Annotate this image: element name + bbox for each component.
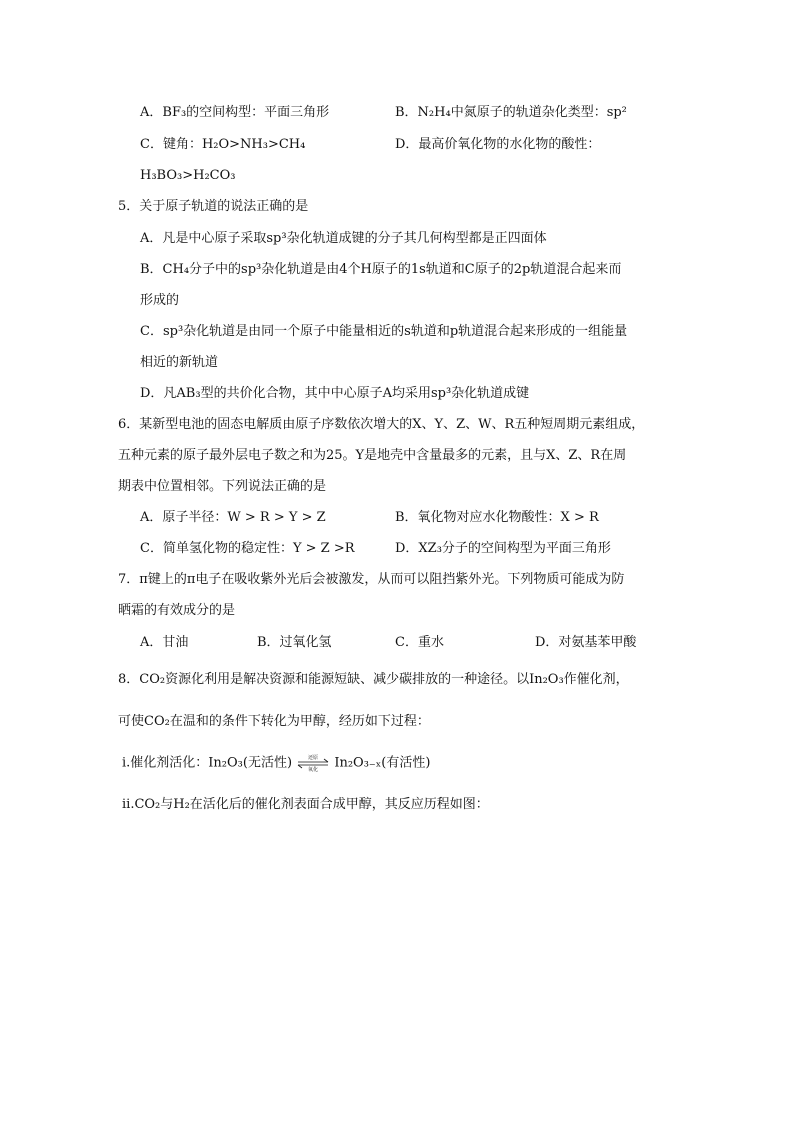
q6-option-c: C．简单氢化物的稳定性：Y > Z >R xyxy=(140,541,355,556)
q6-option-d: D．XZ₃分子的空间构型为平面三角形 xyxy=(395,541,611,556)
q4-option-d-continued: H₃BO₃>H₂CO₃ xyxy=(140,168,236,183)
q5-option-d: D．凡AB₃型的共价化合物，其中中心原子A均采用sp³杂化轨道成键 xyxy=(140,386,530,401)
q4-option-a: A．BF₃的空间构型：平面三角形 xyxy=(140,105,330,120)
q4-option-c: C．键角：H₂O>NH₃>CH₄ xyxy=(140,137,306,152)
q5-stem: 5．关于原子轨道的说法正确的是 xyxy=(118,199,309,214)
q8-step1-suffix: In₂O₃₋ₓ(有活性) xyxy=(334,755,431,771)
equilibrium-arrow-svg xyxy=(296,754,330,772)
q4-option-d: D．最高价氧化物的水化物的酸性： xyxy=(395,137,601,152)
q8-step2: ⅱ.CO₂与H₂在活化后的催化剂表面合成甲醇，其反应历程如图： xyxy=(122,797,489,812)
q7-option-a: A．甘油 xyxy=(140,635,189,650)
arrow-label-bottom: 氧化 xyxy=(308,767,319,772)
q8-step1-prefix: ⅰ.催化剂活化：In₂O₃(无活性) xyxy=(122,755,293,771)
q5-option-c-line1: C．sp³杂化轨道是由同一个原子中能量相近的s轨道和p轨道混合起来形成的一组能量 xyxy=(140,324,628,339)
q5-option-c-line2: 相近的新轨道 xyxy=(140,355,219,370)
q8-stem-line1: 8．CO₂资源化利用是解决资源和能源短缺、减少碳排放的一种途径。以In₂O₃作催化剂， xyxy=(118,672,629,687)
q5-option-a: A．凡是中心原子采取sp³杂化轨道成键的分子其几何构型都是正四面体 xyxy=(140,231,547,246)
q7-option-c: C．重水 xyxy=(395,635,444,650)
equilibrium-arrow-icon xyxy=(296,754,330,772)
q6-stem-line3: 期表中位置相邻。下列说法正确的是 xyxy=(118,479,327,494)
q8-step1 xyxy=(122,754,430,773)
q5-option-b-line2: 形成的 xyxy=(140,293,180,308)
q7-option-b: B．过氧化氢 xyxy=(257,635,332,650)
q6-stem-line2: 五种元素的原子最外层电子数之和为25。Y是地壳中含量最多的元素，且与X、Z、R在周 xyxy=(118,448,627,463)
q6-option-b: B．氧化物对应水化物酸性：X > R xyxy=(395,510,599,525)
q7-option-d: D．对氨基苯甲酸 xyxy=(535,635,637,650)
q7-stem-line2: 晒霜的有效成分的是 xyxy=(118,603,236,618)
q4-option-b: B．N₂H₄中氮原子的轨道杂化类型：sp² xyxy=(395,105,627,120)
q7-stem-line1: 7．π键上的π电子在吸收紫外光后会被激发，从而可以阻挡紫外光。下列物质可能成为防 xyxy=(118,572,625,587)
q6-option-a: A．原子半径：W > R > Y > Z xyxy=(140,510,326,525)
q6-stem-line1: 6．某新型电池的固态电解质由原子序数依次增大的X、Y、Z、W、R五种短周期元素组成， xyxy=(118,417,645,432)
q5-option-b-line1: B．CH₄分子中的sp³杂化轨道是由4个H原子的1s轨道和C原子的2p轨道混合起来而 xyxy=(140,262,622,277)
q8-stem-line2: 可使CO₂在温和的条件下转化为甲醇，经历如下过程： xyxy=(118,714,430,729)
arrow-label-top: 还原 xyxy=(308,755,319,761)
